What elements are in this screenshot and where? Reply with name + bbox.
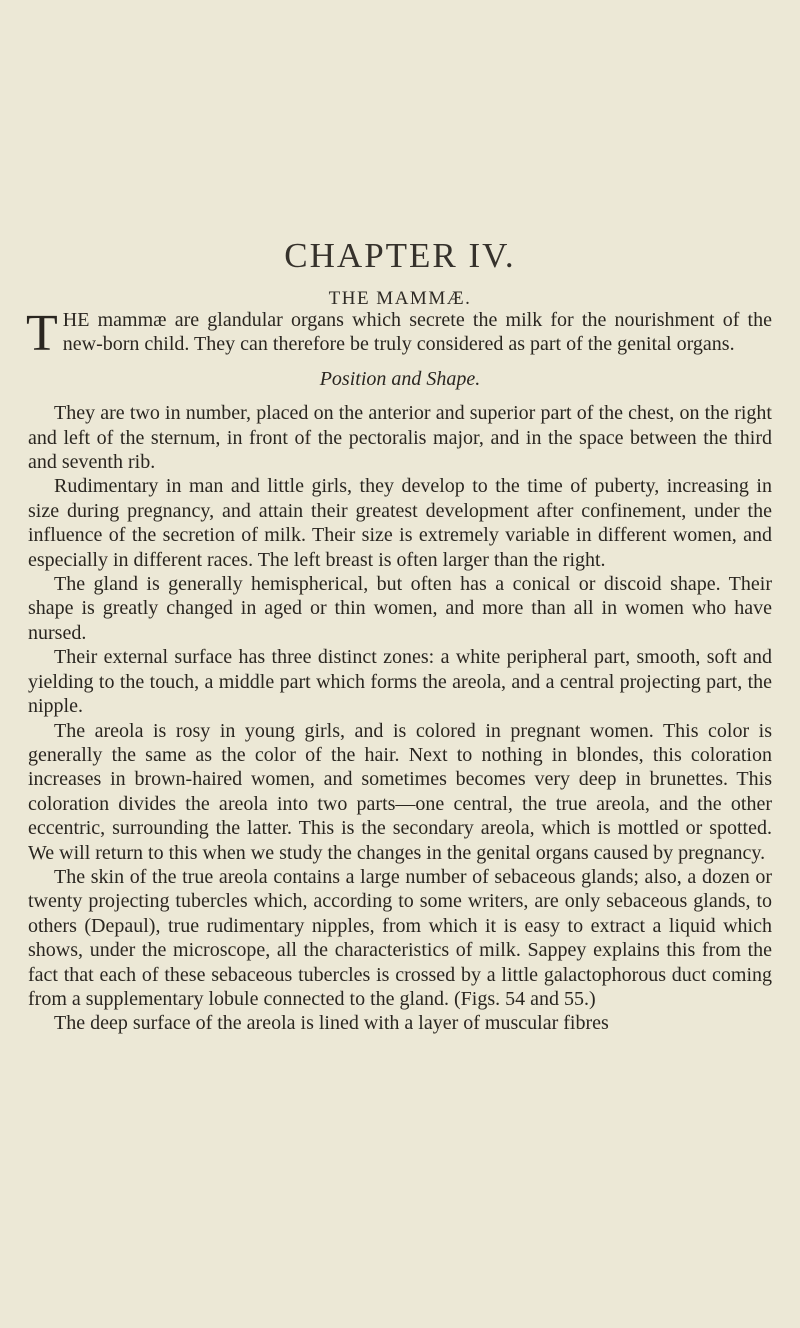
chapter-heading: CHAPTER IV. xyxy=(284,236,516,275)
chapter-title: THE MAMMÆ. xyxy=(328,288,472,309)
paragraph-shape: The gland is generally hemispherical, but often has a conical or discoid shape. Their shape is greatly changed in aged or thin women, and more than all in women who have nursed. xyxy=(28,573,772,644)
paragraph-areola-color: The areola is rosy in young girls, and is colored in pregnant women. This color is generally the same as the color of the hair. Next to nothing in blondes, this coloration increases in brown-haired women, and sometimes becomes very deep in brunettes. This coloration divides the areola into two parts—one central, the true areola, and the other eccentric, surrounding the latter. This is the secondary areola, which is mottled or spotted. We will return to this when we study the changes in the genital organs caused by pregnancy. xyxy=(28,719,772,864)
paragraph-deep-surface: The deep surface of the areola is lined with a layer of muscular fibres xyxy=(54,1012,609,1035)
paragraph-external-surface: Their external surface has three distinct zones: a white peripheral part, smooth, soft and yielding to the touch, a middle part which forms the areola, and a central projecting part, the nipple. xyxy=(28,646,772,718)
paragraph-development: Rudimentary in man and little girls, they develop to the time of puberty, increasing in size during pregnancy, and attain their greatest development after confinement, under the influence of the secretion of milk. Their size is extremely variable in different women, and especially in different races. The left breast is often larger than the right. xyxy=(28,475,772,571)
intro-paragraph xyxy=(26,305,772,362)
section-heading: Position and Shape. xyxy=(319,367,481,390)
paragraph-position: They are two in number, placed on the anterior and superior part of the chest, on the right and left of the sternum, in front of the pectoralis major, and in the space between the third and seventh rib. xyxy=(28,402,772,474)
intro-text: HE mammæ are glandular organs which secrete the milk for the nourishment of the new-born child. They can therefore be truly considered as part of the genital organs. xyxy=(62,309,772,356)
paragraph-areola-skin: The skin of the true areola contains a large number of sebaceous glands; also, a dozen or twenty projecting tubercles which, according to some writers, are only sebaceous glands, to others (Depaul), true rudimentary nipples, from which it is easy to extract a liquid which shows, under the microscope, all the characteristics of milk. Sappey explains this from the fact that each of these sebaceous tubercles is crossed by a little galactophorous duct coming from a supplementary lobule connected to the gland. (Figs. 54 and 55.) xyxy=(28,865,772,1010)
drop-cap: T xyxy=(26,305,58,362)
body-text xyxy=(26,305,772,1036)
